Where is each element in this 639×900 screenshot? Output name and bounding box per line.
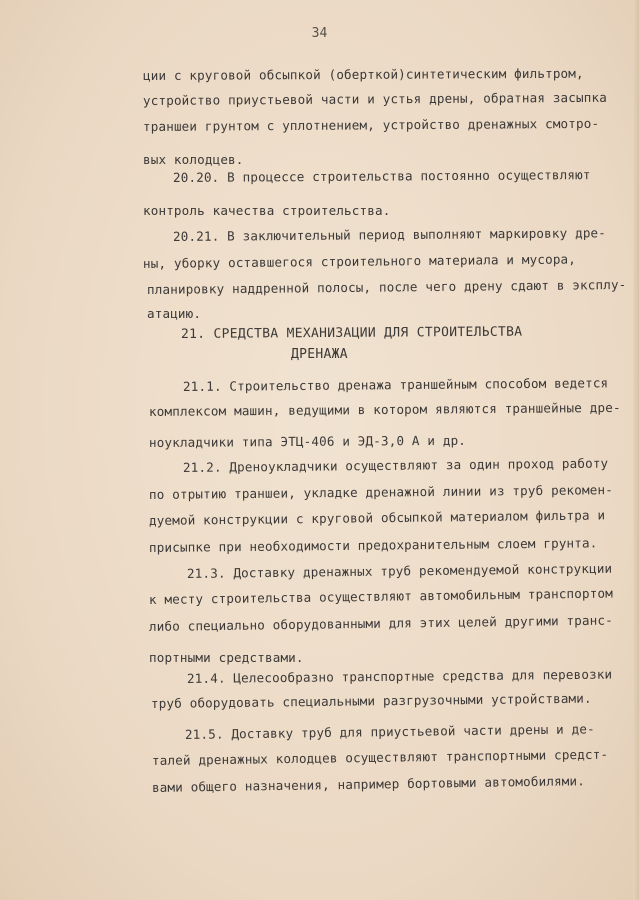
text-line: траншеи грунтом с уплотнением, устройство дренажных смотро- [142, 115, 600, 134]
text-line: комплексом машин, ведущими в котором являются траншейные дре- [148, 399, 621, 419]
text-line: портными средствами. [149, 650, 304, 665]
text-line: 21.1. Строительство дренажа траншейным способом ведется [182, 375, 609, 394]
text-line: 20.21. В заключительный период выполняют маркировку дре- [172, 225, 607, 244]
text-line: 21.5. Доставку труб для приустьевой части дрены и де- [184, 721, 595, 742]
page-edge-shadow [633, 0, 639, 900]
text-line: ции с круговой обсыпкой (оберткой)синтетическим фильтром, [142, 65, 584, 83]
text-line: труб оборудовать специальными разгрузочными устройствами. [150, 690, 592, 711]
text-line: 20.20. В процессе строительства постоянно осуществляют [172, 167, 591, 185]
text-line: вами общего назначения, например бортовыми автомобилями. [151, 773, 586, 795]
text-line: к месту строительства осуществляют автомобильным транспортом [148, 585, 613, 607]
text-line: 21.4. Целесообразно транспортные средства для перевозки [186, 666, 613, 686]
text-line: ноукладчики типа ЭТЦ-406 и ЭД-3,0 А и др. [148, 432, 467, 450]
text-line: устройство приустьевой части и устья дрены, обратная засыпка [142, 89, 607, 108]
text-line: дуемой конструкции с круговой обсыпкой материалом фильтра и [148, 507, 606, 528]
section-heading: 21. СРЕДСТВА МЕХАНИЗАЦИИ ДЛЯ СТРОИТЕЛЬСТВА [180, 324, 523, 342]
text-line: контроль качества строительства. [143, 203, 391, 218]
section-heading-continuation: ДРЕНАЖА [291, 347, 348, 362]
text-line: планировку наддренной полосы, после чего дрену сдают в эксплу- [146, 276, 627, 297]
text-line: талей дренажных колодцев осуществляют транспортными средст- [151, 746, 609, 768]
text-line: атацию. [147, 306, 202, 321]
text-line: 21.2. Дреноукладчики осуществляют за один проход работу [182, 455, 609, 475]
text-line: либо специально оборудованными для этих целей другими транс- [148, 612, 613, 634]
text-line: по отрытию траншеи, укладке дренажной линии из труб рекомен- [148, 482, 613, 502]
text-line: присыпке при необходимости предохранительным слоем грунта. [148, 535, 598, 555]
text-line: ны, уборку оставшегося строительного материала и мусора, [142, 251, 577, 271]
page-number: 34 [311, 26, 328, 41]
text-line: вых колодцев. [143, 152, 244, 167]
text-line: 21.3. Доставку дренажных труб рекомендуемой конструкции [186, 560, 613, 581]
